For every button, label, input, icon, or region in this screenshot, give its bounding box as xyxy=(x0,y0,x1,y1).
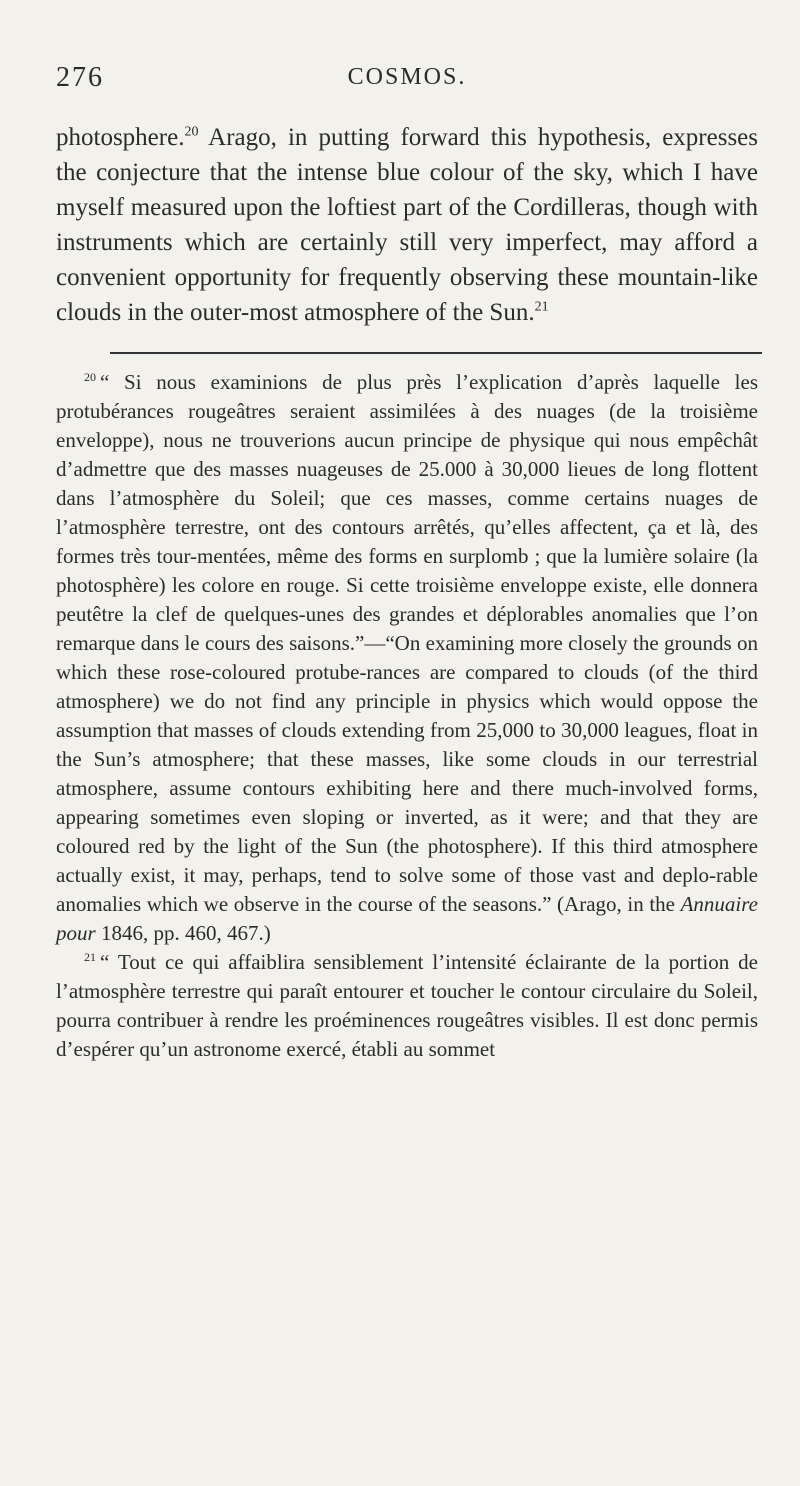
footnote-20 xyxy=(56,368,758,948)
running-header xyxy=(56,62,758,102)
footnote-20-italic-title: Annuaire pour xyxy=(56,892,758,945)
footnote-ref-21: 21 xyxy=(534,299,549,315)
main-paragraph xyxy=(56,120,758,330)
footnote-ref-20: 20 xyxy=(184,124,199,140)
footnote-number-21: 21 xyxy=(84,950,96,964)
book-page xyxy=(0,62,800,1486)
running-title: COSMOS. xyxy=(347,64,467,90)
footnote-divider xyxy=(110,352,762,354)
footnote-20-text: “ Si nous examinions de plus près l’explication d’après laquelle les protubérances rougeâtres seraient assimilées à des nuages (de la troisième enveloppe), nous ne trouverions aucun principe de physique qui nous empêchât d’admettre que des masses nuageuses de 25.000 à 30,000 lieues de long flottent dans l’atmosphère du Soleil; que ces masses, comme certains nuages de l’atmosphère terrestre, ont des contours arrêtés, qu’elles affectent, ça et là, des formes très tour-mentées, même des forms en surplomb ; que la lumière solaire (la photosphère) les colore en rouge. Si cette troisième enveloppe existe, elle donnera peutêtre la clef de quelques-unes des grandes et déplorables anomalies que l’on remarque dans le cours des saisons.”—“On examining more closely the grounds on which these rose-coloured protube-rances are compared to clouds (of the third atmosphere) we do not find any principle in physics which would oppose the assumption that masses of clouds extending from 25,000 to 30,000 leagues, float in the Sun’s atmosphere; that these masses, like some clouds in our terrestrial atmosphere, assume contours exhibiting here and there much-involved forms, appearing sometimes even sloping or inverted, as it were; and that they are coloured red by the light of the Sun (the photosphere). If this third atmosphere actually exist, it may, perhaps, tend to solve some of those vast and deplo-rable anomalies which we observe in the course of the seasons.” (Arago, in the xyxy=(56,370,758,916)
footnote-number-20: 20 xyxy=(84,370,96,384)
footnote-20-citation: 1846, pp. 460, 467.) xyxy=(95,921,271,945)
footnote-21-text: “ Tout ce qui affaiblira sensiblement l’intensité éclairante de la portion de l’atmosphère terrestre qui paraît entourer et toucher le contour circulaire du Soleil, pourra contribuer à rendre les proéminences rougeâtres visibles. Il est donc permis d’espérer qu’un astronome exercé, établi au sommet xyxy=(56,950,758,1061)
footnote-21 xyxy=(56,948,758,1064)
page-number: 276 xyxy=(56,62,104,93)
main-text-start: photosphere. xyxy=(56,124,185,151)
main-text-continued: Arago, in putting forward this hypothesis, expresses the conjecture that the intense blue colour of the sky, which I have myself measured upon the loftiest part of the Cordilleras, though with instruments which are certainly still very imperfect, may afford a convenient opportunity for frequently observing these mountain-like clouds in the outer-most atmosphere of the Sun. xyxy=(56,124,758,326)
